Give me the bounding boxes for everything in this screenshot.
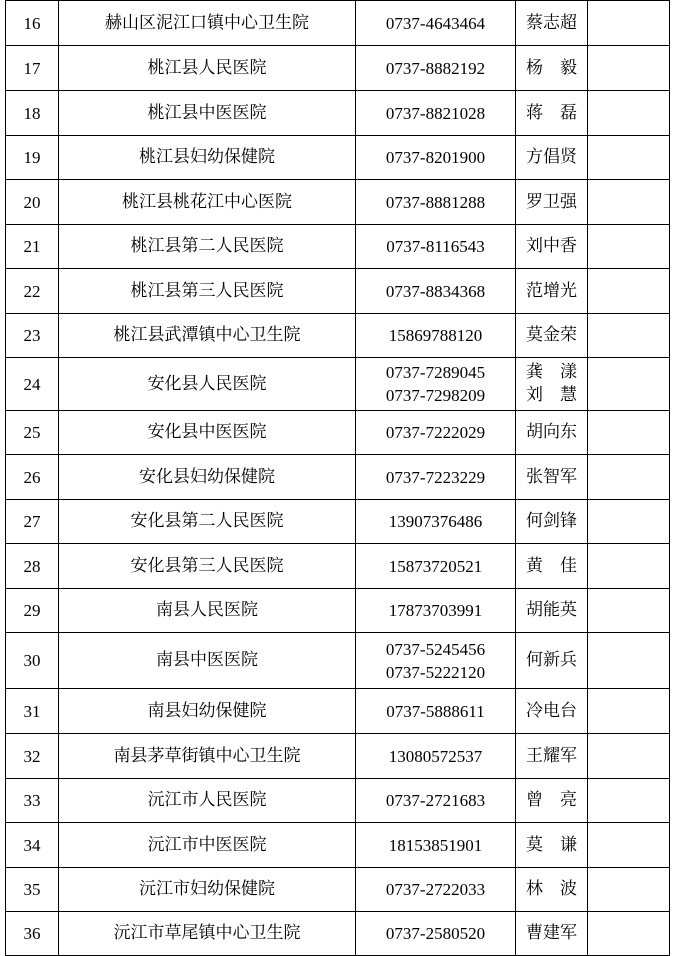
contact-person-cell bbox=[516, 500, 588, 544]
row-number: 26 bbox=[6, 455, 59, 500]
contact-person-cell bbox=[516, 689, 588, 734]
row-number: 19 bbox=[6, 136, 59, 180]
phone-number: 17873703991 bbox=[388, 601, 483, 620]
empty-cell bbox=[588, 779, 670, 823]
hospital-name: 桃江县武潭镇中心卫生院 bbox=[59, 314, 356, 358]
hospital-name: 沅江市人民医院 bbox=[59, 779, 356, 823]
table-row bbox=[6, 823, 670, 868]
table-row bbox=[6, 411, 670, 455]
table-row bbox=[6, 868, 670, 912]
phone-cell bbox=[356, 269, 516, 314]
empty-cell bbox=[588, 868, 670, 912]
empty-cell bbox=[588, 823, 670, 868]
hospital-name: 赫山区泥江口镇中心卫生院 bbox=[59, 1, 356, 46]
phone-number: 0737-2721683 bbox=[385, 791, 486, 810]
empty-cell bbox=[588, 633, 670, 689]
hospital-name: 南县妇幼保健院 bbox=[59, 689, 356, 734]
contact-person: 范增光 bbox=[526, 280, 577, 301]
hospital-name: 南县中医医院 bbox=[59, 633, 356, 689]
row-number: 36 bbox=[6, 912, 59, 956]
empty-cell bbox=[588, 589, 670, 633]
contact-person: 胡向东 bbox=[526, 422, 577, 442]
phone-cell bbox=[356, 411, 516, 455]
table-row bbox=[6, 46, 670, 91]
hospital-name: 沅江市中医医院 bbox=[59, 823, 356, 868]
empty-cell bbox=[588, 358, 670, 411]
phone-number: 13907376486 bbox=[388, 512, 483, 531]
row-number: 29 bbox=[6, 589, 59, 633]
empty-cell bbox=[588, 225, 670, 269]
hospital-name: 桃江县第二人民医院 bbox=[59, 225, 356, 269]
phone-number: 0737-8821028 bbox=[385, 103, 486, 123]
phone-cell bbox=[356, 1, 516, 46]
hospital-name: 桃江县人民医院 bbox=[59, 46, 356, 91]
phone-number: 18153851901 bbox=[388, 835, 483, 855]
contact-person: 莫金荣 bbox=[526, 325, 577, 345]
hospital-name: 安化县妇幼保健院 bbox=[59, 455, 356, 500]
table-row bbox=[6, 91, 670, 136]
contact-person: 刘中香 bbox=[526, 236, 577, 256]
phone-number: 0737-5888611 bbox=[386, 701, 485, 721]
contact-person-cell bbox=[516, 46, 588, 91]
table-row bbox=[6, 1, 670, 46]
row-number: 22 bbox=[6, 269, 59, 314]
row-number: 27 bbox=[6, 500, 59, 544]
empty-cell bbox=[588, 734, 670, 779]
phone-number: 0737-8201900 bbox=[385, 148, 486, 167]
phone-number: 0737-5245456 bbox=[385, 639, 486, 659]
phone-cell bbox=[356, 180, 516, 225]
hospital-name: 安化县第二人民医院 bbox=[59, 500, 356, 544]
table-row bbox=[6, 589, 670, 633]
row-number: 32 bbox=[6, 734, 59, 779]
contact-person-cell bbox=[516, 180, 588, 225]
phone-cell bbox=[356, 633, 516, 689]
phone-number: 0737-2580520 bbox=[385, 924, 486, 943]
phone-number: 0737-8834368 bbox=[385, 281, 486, 301]
contact-person: 杨 毅 bbox=[526, 57, 577, 78]
row-number: 25 bbox=[6, 411, 59, 455]
contact-person-cell bbox=[516, 136, 588, 180]
row-number: 18 bbox=[6, 91, 59, 136]
contact-person: 何新兵 bbox=[526, 650, 577, 670]
table-row bbox=[6, 225, 670, 269]
contact-person-cell bbox=[516, 589, 588, 633]
hospital-name: 南县茅草街镇中心卫生院 bbox=[59, 734, 356, 779]
table-row bbox=[6, 500, 670, 544]
phone-cell bbox=[356, 868, 516, 912]
hospital-name: 桃江县桃花江中心医院 bbox=[59, 180, 356, 225]
phone-number: 0737-7289045 bbox=[385, 363, 486, 382]
table-row bbox=[6, 779, 670, 823]
empty-cell bbox=[588, 455, 670, 500]
contact-person-cell bbox=[516, 912, 588, 956]
hospital-name: 桃江县第三人民医院 bbox=[59, 269, 356, 314]
contact-person-cell bbox=[516, 411, 588, 455]
phone-number: 0737-7223229 bbox=[385, 467, 486, 487]
contact-person: 莫 谦 bbox=[526, 834, 577, 855]
hospital-name: 沅江市妇幼保健院 bbox=[59, 868, 356, 912]
contact-person: 何剑锋 bbox=[526, 511, 577, 531]
table-row bbox=[6, 455, 670, 500]
empty-cell bbox=[588, 136, 670, 180]
contact-person-cell bbox=[516, 358, 588, 411]
contact-person-cell bbox=[516, 1, 588, 46]
hospital-name: 南县人民医院 bbox=[59, 589, 356, 633]
empty-cell bbox=[588, 269, 670, 314]
empty-cell bbox=[588, 91, 670, 136]
phone-number: 13080572537 bbox=[388, 746, 483, 766]
phone-number: 15873720521 bbox=[388, 556, 483, 576]
contact-person-cell bbox=[516, 314, 588, 358]
phone-number: 0737-8881288 bbox=[385, 192, 486, 212]
table-row bbox=[6, 269, 670, 314]
contact-person: 冷电台 bbox=[526, 700, 577, 721]
contact-person: 张智军 bbox=[526, 466, 577, 487]
phone-cell bbox=[356, 734, 516, 779]
contact-person-cell bbox=[516, 544, 588, 589]
phone-cell bbox=[356, 500, 516, 544]
row-number: 16 bbox=[6, 1, 59, 46]
row-number: 17 bbox=[6, 46, 59, 91]
row-number: 35 bbox=[6, 868, 59, 912]
row-number: 23 bbox=[6, 314, 59, 358]
hospital-name: 安化县中医医院 bbox=[59, 411, 356, 455]
contact-person: 蒋 磊 bbox=[526, 102, 577, 123]
phone-cell bbox=[356, 91, 516, 136]
contact-person-cell bbox=[516, 868, 588, 912]
phone-cell bbox=[356, 225, 516, 269]
phone-cell bbox=[356, 455, 516, 500]
phone-number: 0737-5222120 bbox=[385, 662, 486, 682]
hospital-name: 安化县人民医院 bbox=[59, 358, 356, 411]
hospital-name: 桃江县妇幼保健院 bbox=[59, 136, 356, 180]
phone-number: 0737-8116543 bbox=[386, 237, 485, 256]
contact-person: 林 波 bbox=[526, 879, 577, 899]
contact-person: 罗卫强 bbox=[526, 191, 577, 212]
phone-number: 0737-2722033 bbox=[385, 880, 486, 899]
contact-person: 曾 亮 bbox=[526, 790, 577, 810]
table-row bbox=[6, 136, 670, 180]
phone-number: 0737-7222029 bbox=[385, 423, 486, 442]
table-body bbox=[6, 1, 670, 956]
empty-cell bbox=[588, 500, 670, 544]
hospital-name: 沅江市草尾镇中心卫生院 bbox=[59, 912, 356, 956]
empty-cell bbox=[588, 411, 670, 455]
phone-number: 0737-4643464 bbox=[385, 13, 486, 33]
phone-cell bbox=[356, 136, 516, 180]
contact-person-cell bbox=[516, 779, 588, 823]
row-number: 21 bbox=[6, 225, 59, 269]
contact-person: 黄 佳 bbox=[526, 555, 577, 576]
contact-person: 王耀军 bbox=[526, 745, 577, 766]
hospital-name: 安化县第三人民医院 bbox=[59, 544, 356, 589]
contact-person: 刘 慧 bbox=[526, 385, 577, 405]
row-number: 28 bbox=[6, 544, 59, 589]
empty-cell bbox=[588, 46, 670, 91]
contact-person: 蔡志超 bbox=[526, 12, 577, 33]
empty-cell bbox=[588, 544, 670, 589]
table-row bbox=[6, 544, 670, 589]
contact-person-cell bbox=[516, 455, 588, 500]
table-row bbox=[6, 689, 670, 734]
phone-cell bbox=[356, 689, 516, 734]
phone-number: 15869788120 bbox=[388, 326, 483, 345]
phone-cell bbox=[356, 823, 516, 868]
contact-person: 方倡贤 bbox=[526, 147, 577, 167]
phone-cell bbox=[356, 314, 516, 358]
row-number: 34 bbox=[6, 823, 59, 868]
table-row bbox=[6, 912, 670, 956]
row-number: 20 bbox=[6, 180, 59, 225]
contact-person-cell bbox=[516, 91, 588, 136]
phone-number: 0737-7298209 bbox=[385, 386, 486, 405]
contact-person: 胡能英 bbox=[526, 600, 577, 620]
row-number: 24 bbox=[6, 358, 59, 411]
hospital-contact-table bbox=[5, 0, 670, 956]
phone-cell bbox=[356, 779, 516, 823]
row-number: 33 bbox=[6, 779, 59, 823]
hospital-name: 桃江县中医医院 bbox=[59, 91, 356, 136]
empty-cell bbox=[588, 1, 670, 46]
phone-cell bbox=[356, 912, 516, 956]
phone-cell bbox=[356, 589, 516, 633]
phone-cell bbox=[356, 544, 516, 589]
table-row bbox=[6, 358, 670, 411]
empty-cell bbox=[588, 180, 670, 225]
table-row bbox=[6, 734, 670, 779]
contact-person-cell bbox=[516, 633, 588, 689]
contact-person-cell bbox=[516, 734, 588, 779]
table-row bbox=[6, 314, 670, 358]
contact-person: 龚 漾 bbox=[526, 362, 577, 382]
phone-number: 0737-8882192 bbox=[385, 58, 486, 78]
contact-person-cell bbox=[516, 225, 588, 269]
empty-cell bbox=[588, 689, 670, 734]
empty-cell bbox=[588, 314, 670, 358]
contact-person-cell bbox=[516, 269, 588, 314]
contact-person-cell bbox=[516, 823, 588, 868]
table-row bbox=[6, 180, 670, 225]
empty-cell bbox=[588, 912, 670, 956]
row-number: 31 bbox=[6, 689, 59, 734]
contact-person: 曹建军 bbox=[526, 923, 577, 943]
table-row bbox=[6, 633, 670, 689]
phone-cell bbox=[356, 46, 516, 91]
phone-cell bbox=[356, 358, 516, 411]
row-number: 30 bbox=[6, 633, 59, 689]
